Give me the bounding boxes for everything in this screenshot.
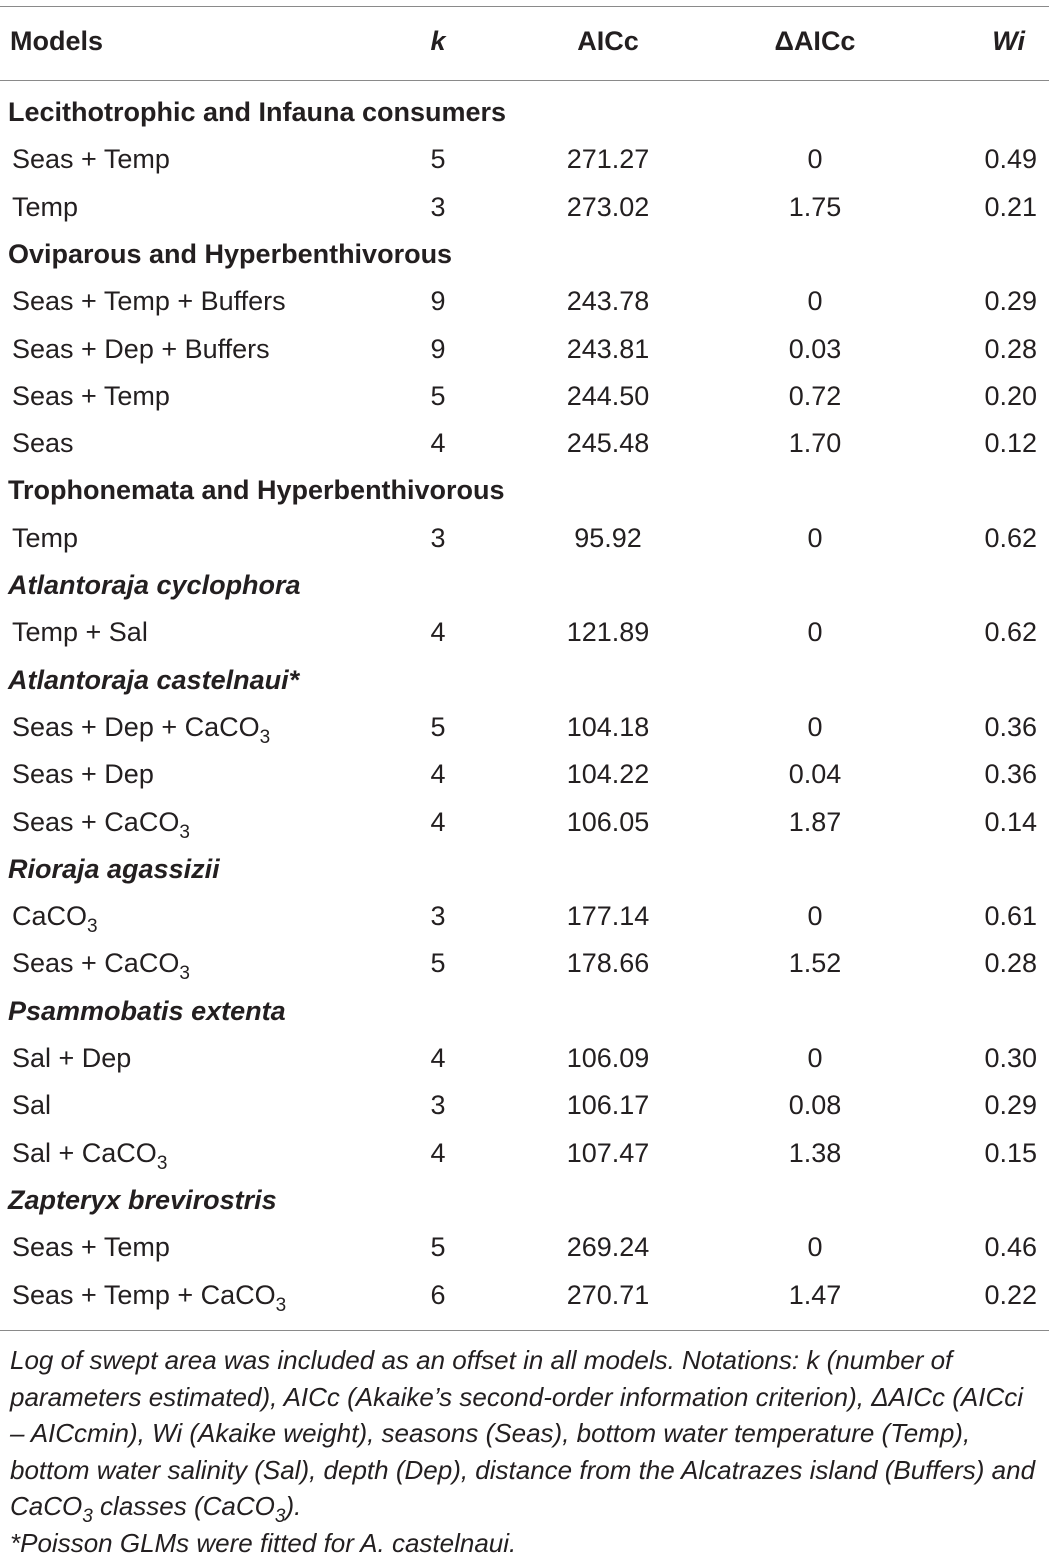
delta-aicc-cell: 1.38 (788, 1137, 842, 1168)
model-cell (12, 1085, 51, 1125)
delta-aicc-cell: 1.75 (788, 191, 842, 222)
delta-aicc-cell: 0 (807, 144, 823, 175)
header-rule (0, 80, 1049, 81)
model-cell (12, 1275, 286, 1315)
table-row (0, 518, 1049, 558)
model-name: Temp + Sal (12, 617, 148, 648)
wi-cell: 0.30 (984, 1043, 1037, 1073)
wi-cell: 0.15 (984, 1137, 1037, 1168)
model-name: Seas + Dep (12, 759, 154, 790)
model-cell (12, 329, 270, 369)
model-cell (12, 376, 170, 416)
model-cell (12, 754, 154, 794)
delta-aicc-cell: 0 (807, 901, 823, 932)
model-name: Seas + CaCO (12, 806, 180, 837)
group-heading (0, 234, 1049, 274)
wi-cell: 0.46 (984, 1232, 1037, 1263)
delta-aicc-cell: 1.70 (788, 428, 842, 459)
model-name: Seas + Dep + Buffers (12, 333, 270, 364)
delta-aicc-cell: 0.72 (788, 380, 842, 411)
table-row (0, 187, 1049, 227)
model-name: Sal + Dep (12, 1043, 132, 1073)
model-cell (12, 1038, 131, 1078)
aicc-cell: 121.89 (566, 617, 650, 648)
header-aicc: AICc (577, 26, 639, 56)
k-cell: 5 (430, 144, 446, 175)
delta-aicc-cell: 0.04 (788, 759, 842, 790)
k-cell: 5 (430, 948, 446, 979)
model-name: Seas + Temp + Buffers (12, 286, 286, 317)
group-name: Atlantoraja castelnaui* (8, 664, 300, 695)
wi-cell: 0.12 (984, 428, 1037, 459)
model-name: Seas + Temp (12, 380, 170, 411)
model-name: Seas (12, 428, 74, 459)
wi-cell: 0.49 (984, 144, 1037, 175)
group-name: Rioraja agassizii (8, 853, 220, 884)
header-models: Models (10, 26, 104, 56)
group-name: Trophonemata and Hyperbenthivorous (8, 475, 505, 506)
table-footnotes (10, 1342, 1042, 1561)
wi-cell: 0.28 (984, 333, 1037, 364)
subscript: 3 (275, 1294, 287, 1316)
delta-aicc-cell: 0 (807, 522, 823, 553)
subscript: 3 (82, 1506, 93, 1527)
aicc-cell: 270.71 (566, 1279, 650, 1310)
wi-cell: 0.62 (984, 522, 1037, 553)
header-k: k (430, 26, 446, 56)
delta-aicc-cell: 0.08 (788, 1090, 842, 1121)
table-row (0, 707, 1049, 747)
k-cell: 3 (430, 522, 446, 553)
table-row (0, 1275, 1049, 1315)
table-row (0, 1085, 1049, 1125)
aicc-cell: 104.18 (566, 711, 650, 742)
delta-aicc-cell: 0 (807, 617, 823, 648)
k-cell: 9 (430, 286, 446, 317)
aicc-cell: 107.47 (566, 1137, 650, 1168)
subscript: 3 (259, 726, 271, 748)
k-cell: 4 (430, 806, 446, 837)
wi-cell: 0.28 (984, 948, 1037, 979)
table-row (0, 329, 1049, 369)
group-heading (0, 660, 1049, 700)
model-cell (12, 423, 74, 463)
group-heading (0, 565, 1049, 605)
k-cell: 3 (430, 191, 446, 222)
aicc-cell: 271.27 (566, 144, 650, 175)
k-cell: 3 (430, 901, 446, 932)
k-cell: 4 (430, 1043, 446, 1073)
delta-aicc-cell: 0 (807, 711, 823, 742)
group-heading (0, 92, 1049, 132)
table-row (0, 139, 1049, 179)
table-row (0, 1038, 1049, 1078)
aicc-cell: 243.81 (566, 333, 650, 364)
group-heading (0, 470, 1049, 510)
delta-aicc-cell: 1.52 (788, 948, 842, 979)
model-name: Seas + Dep + CaCO (12, 711, 260, 742)
table-row (0, 896, 1049, 936)
k-cell: 4 (430, 617, 446, 648)
group-name: Lecithotrophic and Infauna consumers (8, 97, 507, 127)
aicc-cell: 106.17 (566, 1090, 650, 1121)
wi-cell: 0.22 (984, 1279, 1037, 1310)
model-cell (12, 1227, 170, 1267)
model-name: Seas + Temp (12, 1232, 170, 1263)
delta-aicc-cell: 0 (807, 286, 823, 317)
table-row (0, 1133, 1049, 1173)
table-row (0, 281, 1049, 321)
group-name: Oviparous and Hyperbenthivorous (8, 238, 453, 269)
table-row (0, 376, 1049, 416)
aicc-cell: 244.50 (566, 380, 650, 411)
footnote-poisson: *Poisson GLMs were fitted for A. castelnaui. (10, 1527, 517, 1558)
group-heading (0, 991, 1049, 1031)
model-cell (12, 281, 286, 321)
model-cell (12, 896, 98, 936)
k-cell: 4 (430, 759, 446, 790)
model-name: Temp (12, 522, 79, 553)
wi-cell: 0.36 (984, 759, 1037, 790)
footnote-notations (10, 1342, 1042, 1525)
wi-cell: 0.14 (984, 806, 1037, 837)
model-cell (12, 518, 78, 558)
k-cell: 3 (430, 1090, 446, 1121)
delta-aicc-cell: 0.03 (788, 333, 842, 364)
model-cell (12, 612, 148, 652)
table-row (0, 423, 1049, 463)
group-heading (0, 1180, 1049, 1220)
aicc-cell: 245.48 (566, 428, 650, 459)
wi-cell: 0.36 (984, 711, 1037, 742)
wi-cell: 0.29 (984, 286, 1037, 317)
model-name: Sal + CaCO (12, 1137, 157, 1168)
subscript: 3 (156, 1152, 168, 1174)
header-delta-aicc: ΔAICc (774, 26, 856, 56)
aicc-cell: 269.24 (566, 1232, 650, 1263)
group-heading (0, 849, 1049, 889)
table-row (0, 754, 1049, 794)
k-cell: 6 (430, 1279, 446, 1310)
k-cell: 4 (430, 428, 446, 459)
wi-cell: 0.21 (984, 191, 1037, 222)
delta-aicc-cell: 1.87 (788, 806, 842, 837)
wi-cell: 0.29 (984, 1090, 1037, 1121)
footnote-notations-end: ). (285, 1491, 302, 1521)
header-wi: Wi (992, 26, 1025, 56)
table-row (0, 943, 1049, 983)
model-name: Temp (12, 191, 79, 222)
group-name: Zapteryx brevirostris (8, 1184, 277, 1215)
model-cell (12, 139, 170, 179)
model-cell (12, 943, 190, 983)
aicc-cell: 273.02 (566, 191, 650, 222)
table-header (0, 21, 1049, 61)
group-name: Psammobatis extenta (8, 995, 286, 1026)
group-name: Atlantoraja cyclophora (8, 570, 301, 600)
model-name: Seas + CaCO (12, 948, 180, 979)
wi-cell: 0.62 (984, 617, 1037, 648)
model-name: Sal (12, 1090, 52, 1121)
model-name: CaCO (12, 901, 88, 932)
k-cell: 4 (430, 1137, 446, 1168)
model-name: Seas + Temp (12, 144, 170, 175)
aicc-cell: 104.22 (566, 759, 650, 790)
model-cell (12, 187, 78, 227)
aicc-cell: 106.09 (566, 1043, 650, 1073)
delta-aicc-cell: 0 (807, 1232, 823, 1263)
table-row (0, 612, 1049, 652)
aicc-cell: 243.78 (566, 286, 650, 317)
footnote-notations-text: Log of swept area was included as an offset in all models. Notations: k (number of parameters estimated), AICc (Akaike’s second-order information criterion), ΔAICc (AICci – AICcmin), Wi (Akaike weight), seasons (Seas), bottom water temperature (Temp), bottom water salinity (Sal), depth (Dep), distance from the Alcatrazes island (Buffers) and CaCO (10, 1345, 1036, 1521)
subscript: 3 (274, 1506, 286, 1527)
bottom-rule (0, 1330, 1049, 1331)
footnote-notations-mid: classes (CaCO (92, 1491, 275, 1521)
subscript: 3 (179, 821, 190, 843)
aicc-cell: 177.14 (566, 901, 650, 932)
aicc-cell: 106.05 (566, 806, 650, 837)
wi-cell: 0.61 (984, 901, 1037, 932)
aicc-cell: 178.66 (566, 948, 650, 979)
wi-cell: 0.20 (984, 380, 1037, 411)
table-row (0, 1227, 1049, 1267)
k-cell: 9 (430, 333, 446, 364)
k-cell: 5 (430, 380, 446, 411)
subscript: 3 (87, 916, 98, 938)
model-name: Seas + Temp + CaCO (12, 1279, 276, 1310)
model-cell (12, 802, 190, 842)
delta-aicc-cell: 0 (807, 1043, 823, 1073)
k-cell: 5 (430, 1232, 446, 1263)
aicc-cell: 95.92 (574, 522, 642, 553)
table-row (0, 802, 1049, 842)
model-cell (12, 1133, 167, 1173)
model-cell (12, 707, 270, 747)
subscript: 3 (179, 963, 190, 985)
top-rule (0, 6, 1049, 7)
delta-aicc-cell: 1.47 (788, 1279, 842, 1310)
k-cell: 5 (430, 711, 446, 742)
